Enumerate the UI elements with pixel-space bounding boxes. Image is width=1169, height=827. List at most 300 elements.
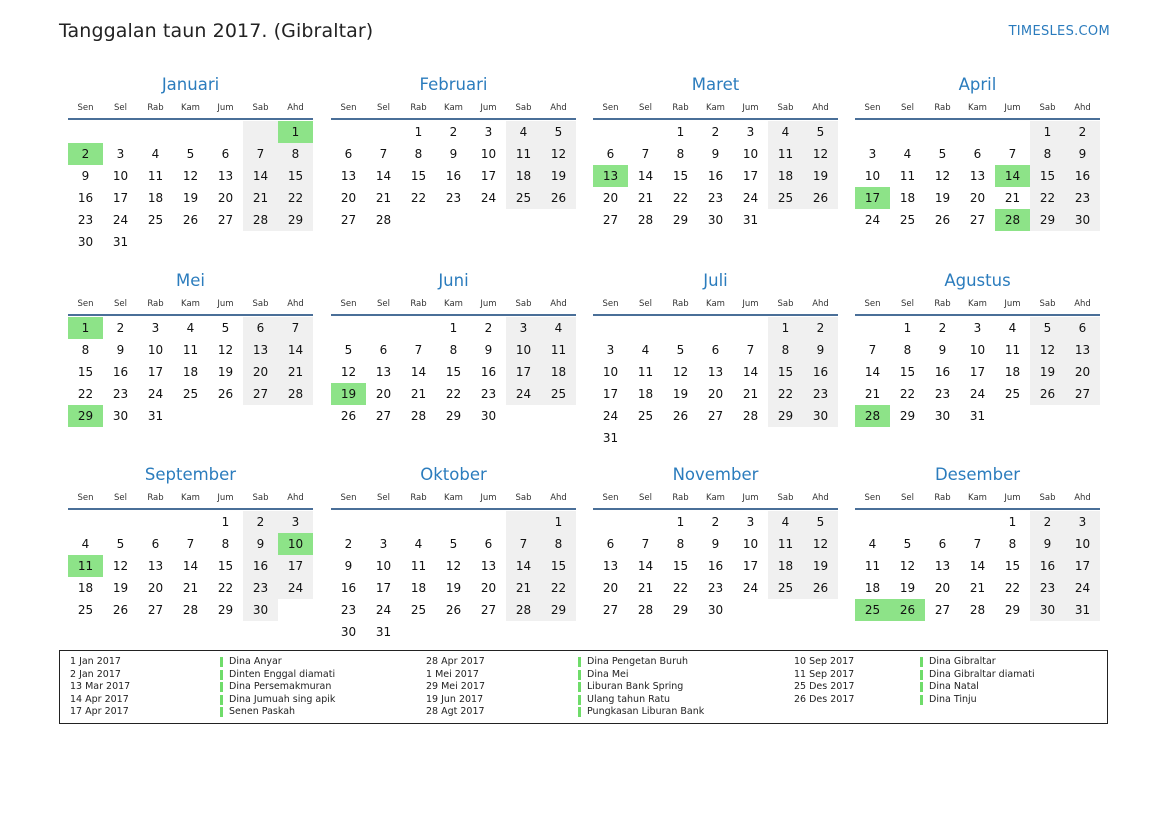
day-cell[interactable]: 7 (746, 343, 755, 357)
holiday-day-cell[interactable]: 26 (890, 599, 925, 621)
day-cell[interactable]: 31 (602, 431, 619, 445)
day-cell[interactable]: 7 (1008, 147, 1017, 161)
day-cell[interactable]: 26 (340, 409, 357, 423)
day-cell[interactable]: 2 (344, 537, 353, 551)
day-cell[interactable]: 26 (934, 213, 951, 227)
day-cell[interactable]: 18 (768, 165, 803, 187)
day-cell[interactable]: 23 (77, 213, 94, 227)
day-cell[interactable]: 7 (973, 537, 982, 551)
day-cell[interactable]: 15 (672, 169, 689, 183)
day-cell[interactable]: 27 (707, 409, 724, 423)
day-cell[interactable]: 10 (602, 365, 619, 379)
day-cell[interactable]: 7 (506, 533, 541, 555)
day-cell[interactable]: 29 (278, 209, 313, 231)
day-cell[interactable]: 8 (676, 537, 685, 551)
day-cell[interactable]: 12 (803, 143, 838, 165)
day-cell[interactable]: 5 (938, 147, 947, 161)
day-cell[interactable]: 11 (147, 169, 164, 183)
site-link[interactable]: TIMESLES.COM (1008, 24, 1110, 39)
day-cell[interactable]: 30 (1030, 599, 1065, 621)
day-cell[interactable]: 6 (484, 537, 493, 551)
day-cell[interactable]: 6 (344, 147, 353, 161)
day-cell[interactable]: 10 (742, 537, 759, 551)
day-cell[interactable]: 5 (541, 121, 576, 143)
day-cell[interactable]: 16 (243, 555, 278, 577)
day-cell[interactable]: 21 (864, 387, 881, 401)
day-cell[interactable]: 30 (243, 599, 278, 621)
day-cell[interactable]: 1 (414, 125, 423, 139)
holiday-day-cell[interactable]: 17 (855, 187, 890, 209)
day-cell[interactable]: 22 (672, 191, 689, 205)
day-cell[interactable]: 4 (868, 537, 877, 551)
day-cell[interactable]: 7 (641, 147, 650, 161)
day-cell[interactable]: 26 (445, 603, 462, 617)
day-cell[interactable]: 22 (899, 387, 916, 401)
day-cell[interactable]: 17 (742, 559, 759, 573)
day-cell[interactable]: 23 (707, 191, 724, 205)
day-cell[interactable]: 26 (1030, 383, 1065, 405)
day-cell[interactable]: 11 (768, 533, 803, 555)
day-cell[interactable]: 11 (182, 343, 199, 357)
day-cell[interactable]: 5 (1030, 317, 1065, 339)
day-cell[interactable]: 14 (637, 559, 654, 573)
day-cell[interactable]: 10 (375, 559, 392, 573)
day-cell[interactable]: 20 (375, 387, 392, 401)
day-cell[interactable]: 17 (375, 581, 392, 595)
day-cell[interactable]: 26 (803, 577, 838, 599)
day-cell[interactable]: 30 (707, 603, 724, 617)
day-cell[interactable]: 5 (186, 147, 195, 161)
day-cell[interactable]: 17 (1065, 555, 1100, 577)
day-cell[interactable]: 12 (445, 559, 462, 573)
day-cell[interactable]: 14 (375, 169, 392, 183)
day-cell[interactable]: 25 (637, 409, 654, 423)
day-cell[interactable]: 28 (243, 209, 278, 231)
day-cell[interactable]: 24 (147, 387, 164, 401)
day-cell[interactable]: 2 (711, 515, 720, 529)
day-cell[interactable]: 29 (672, 213, 689, 227)
day-cell[interactable]: 10 (506, 339, 541, 361)
day-cell[interactable]: 23 (243, 577, 278, 599)
day-cell[interactable]: 30 (77, 235, 94, 249)
day-cell[interactable]: 7 (641, 537, 650, 551)
day-cell[interactable]: 24 (506, 383, 541, 405)
day-cell[interactable]: 25 (77, 603, 94, 617)
day-cell[interactable]: 8 (1008, 537, 1017, 551)
day-cell[interactable]: 17 (112, 191, 129, 205)
day-cell[interactable]: 24 (375, 603, 392, 617)
day-cell[interactable]: 24 (602, 409, 619, 423)
day-cell[interactable]: 22 (445, 387, 462, 401)
day-cell[interactable]: 19 (112, 581, 129, 595)
day-cell[interactable]: 2 (449, 125, 458, 139)
day-cell[interactable]: 6 (379, 343, 388, 357)
day-cell[interactable]: 13 (340, 169, 357, 183)
day-cell[interactable]: 22 (672, 581, 689, 595)
day-cell[interactable]: 29 (768, 405, 803, 427)
day-cell[interactable]: 19 (803, 555, 838, 577)
day-cell[interactable]: 9 (243, 533, 278, 555)
day-cell[interactable]: 10 (969, 343, 986, 357)
day-cell[interactable]: 18 (410, 581, 427, 595)
day-cell[interactable]: 4 (768, 121, 803, 143)
day-cell[interactable]: 15 (541, 555, 576, 577)
day-cell[interactable]: 27 (340, 213, 357, 227)
day-cell[interactable]: 3 (151, 321, 160, 335)
day-cell[interactable]: 23 (1030, 577, 1065, 599)
day-cell[interactable]: 13 (934, 559, 951, 573)
day-cell[interactable]: 29 (541, 599, 576, 621)
day-cell[interactable]: 7 (186, 537, 195, 551)
day-cell[interactable]: 10 (480, 147, 497, 161)
day-cell[interactable]: 5 (676, 343, 685, 357)
day-cell[interactable]: 24 (864, 213, 881, 227)
day-cell[interactable]: 24 (1065, 577, 1100, 599)
day-cell[interactable]: 25 (182, 387, 199, 401)
day-cell[interactable]: 4 (151, 147, 160, 161)
day-cell[interactable]: 5 (221, 321, 230, 335)
day-cell[interactable]: 25 (768, 187, 803, 209)
day-cell[interactable]: 4 (903, 147, 912, 161)
day-cell[interactable]: 6 (151, 537, 160, 551)
day-cell[interactable]: 23 (340, 603, 357, 617)
day-cell[interactable]: 27 (480, 603, 497, 617)
day-cell[interactable]: 13 (707, 365, 724, 379)
day-cell[interactable]: 15 (410, 169, 427, 183)
day-cell[interactable]: 28 (410, 409, 427, 423)
day-cell[interactable]: 14 (243, 165, 278, 187)
day-cell[interactable]: 23 (1065, 187, 1100, 209)
day-cell[interactable]: 12 (217, 343, 234, 357)
day-cell[interactable]: 4 (541, 317, 576, 339)
day-cell[interactable]: 23 (803, 383, 838, 405)
holiday-day-cell[interactable]: 29 (68, 405, 103, 427)
day-cell[interactable]: 30 (480, 409, 497, 423)
day-cell[interactable]: 21 (375, 191, 392, 205)
day-cell[interactable]: 4 (81, 537, 90, 551)
day-cell[interactable]: 8 (903, 343, 912, 357)
day-cell[interactable]: 22 (217, 581, 234, 595)
day-cell[interactable]: 5 (449, 537, 458, 551)
day-cell[interactable]: 9 (938, 343, 947, 357)
day-cell[interactable]: 17 (480, 169, 497, 183)
day-cell[interactable]: 24 (969, 387, 986, 401)
day-cell[interactable]: 21 (969, 581, 986, 595)
day-cell[interactable]: 20 (1065, 361, 1100, 383)
day-cell[interactable]: 4 (414, 537, 423, 551)
day-cell[interactable]: 8 (768, 339, 803, 361)
day-cell[interactable]: 6 (221, 147, 230, 161)
day-cell[interactable]: 15 (445, 365, 462, 379)
day-cell[interactable]: 27 (243, 383, 278, 405)
day-cell[interactable]: 9 (803, 339, 838, 361)
day-cell[interactable]: 25 (768, 577, 803, 599)
holiday-day-cell[interactable]: 14 (995, 165, 1030, 187)
day-cell[interactable]: 28 (278, 383, 313, 405)
day-cell[interactable]: 28 (375, 213, 392, 227)
day-cell[interactable]: 14 (637, 169, 654, 183)
holiday-day-cell[interactable]: 28 (995, 209, 1030, 231)
day-cell[interactable]: 23 (480, 387, 497, 401)
day-cell[interactable]: 7 (243, 143, 278, 165)
day-cell[interactable]: 13 (480, 559, 497, 573)
day-cell[interactable]: 27 (217, 213, 234, 227)
day-cell[interactable]: 19 (182, 191, 199, 205)
day-cell[interactable]: 14 (742, 365, 759, 379)
day-cell[interactable]: 20 (340, 191, 357, 205)
day-cell[interactable]: 20 (217, 191, 234, 205)
day-cell[interactable]: 18 (637, 387, 654, 401)
day-cell[interactable]: 15 (278, 165, 313, 187)
day-cell[interactable]: 7 (414, 343, 423, 357)
day-cell[interactable]: 6 (243, 317, 278, 339)
holiday-day-cell[interactable]: 10 (278, 533, 313, 555)
day-cell[interactable]: 8 (449, 343, 458, 357)
day-cell[interactable]: 2 (803, 317, 838, 339)
day-cell[interactable]: 22 (541, 577, 576, 599)
day-cell[interactable]: 26 (672, 409, 689, 423)
day-cell[interactable]: 3 (1065, 511, 1100, 533)
day-cell[interactable]: 16 (707, 559, 724, 573)
day-cell[interactable]: 9 (81, 169, 90, 183)
day-cell[interactable]: 14 (278, 339, 313, 361)
day-cell[interactable]: 21 (278, 361, 313, 383)
day-cell[interactable]: 6 (938, 537, 947, 551)
day-cell[interactable]: 28 (637, 213, 654, 227)
day-cell[interactable]: 12 (672, 365, 689, 379)
day-cell[interactable]: 16 (1030, 555, 1065, 577)
day-cell[interactable]: 17 (278, 555, 313, 577)
day-cell[interactable]: 1 (221, 515, 230, 529)
holiday-day-cell[interactable]: 19 (331, 383, 366, 405)
day-cell[interactable]: 3 (484, 125, 493, 139)
day-cell[interactable]: 6 (973, 147, 982, 161)
day-cell[interactable]: 1 (676, 515, 685, 529)
day-cell[interactable]: 20 (243, 361, 278, 383)
day-cell[interactable]: 14 (506, 555, 541, 577)
day-cell[interactable]: 29 (217, 603, 234, 617)
day-cell[interactable]: 28 (182, 603, 199, 617)
day-cell[interactable]: 3 (606, 343, 615, 357)
day-cell[interactable]: 21 (637, 581, 654, 595)
day-cell[interactable]: 11 (1004, 343, 1021, 357)
day-cell[interactable]: 2 (711, 125, 720, 139)
day-cell[interactable]: 4 (186, 321, 195, 335)
day-cell[interactable]: 11 (864, 559, 881, 573)
day-cell[interactable]: 12 (803, 533, 838, 555)
day-cell[interactable]: 20 (602, 581, 619, 595)
day-cell[interactable]: 31 (969, 409, 986, 423)
day-cell[interactable]: 13 (969, 169, 986, 183)
holiday-day-cell[interactable]: 1 (278, 121, 313, 143)
day-cell[interactable]: 5 (803, 121, 838, 143)
day-cell[interactable]: 25 (147, 213, 164, 227)
day-cell[interactable]: 2 (116, 321, 125, 335)
day-cell[interactable]: 25 (899, 213, 916, 227)
day-cell[interactable]: 2 (243, 511, 278, 533)
day-cell[interactable]: 12 (1030, 339, 1065, 361)
day-cell[interactable]: 3 (506, 317, 541, 339)
day-cell[interactable]: 19 (217, 365, 234, 379)
day-cell[interactable]: 8 (414, 147, 423, 161)
day-cell[interactable]: 16 (340, 581, 357, 595)
day-cell[interactable]: 26 (182, 213, 199, 227)
day-cell[interactable]: 15 (1004, 559, 1021, 573)
day-cell[interactable]: 4 (768, 511, 803, 533)
day-cell[interactable]: 2 (1030, 511, 1065, 533)
day-cell[interactable]: 16 (803, 361, 838, 383)
day-cell[interactable]: 25 (410, 603, 427, 617)
day-cell[interactable]: 16 (934, 365, 951, 379)
day-cell[interactable]: 29 (1004, 603, 1021, 617)
day-cell[interactable]: 4 (506, 121, 541, 143)
day-cell[interactable]: 23 (445, 191, 462, 205)
day-cell[interactable]: 9 (711, 147, 720, 161)
day-cell[interactable]: 12 (182, 169, 199, 183)
day-cell[interactable]: 17 (506, 361, 541, 383)
day-cell[interactable]: 18 (182, 365, 199, 379)
day-cell[interactable]: 13 (147, 559, 164, 573)
day-cell[interactable]: 19 (803, 165, 838, 187)
day-cell[interactable]: 15 (1030, 165, 1065, 187)
day-cell[interactable]: 13 (602, 559, 619, 573)
day-cell[interactable]: 17 (742, 169, 759, 183)
day-cell[interactable]: 5 (344, 343, 353, 357)
day-cell[interactable]: 21 (182, 581, 199, 595)
day-cell[interactable]: 31 (1065, 599, 1100, 621)
day-cell[interactable]: 31 (742, 213, 759, 227)
day-cell[interactable]: 2 (1065, 121, 1100, 143)
day-cell[interactable]: 30 (934, 409, 951, 423)
day-cell[interactable]: 5 (903, 537, 912, 551)
day-cell[interactable]: 26 (803, 187, 838, 209)
day-cell[interactable]: 4 (641, 343, 650, 357)
day-cell[interactable]: 19 (672, 387, 689, 401)
day-cell[interactable]: 6 (711, 343, 720, 357)
day-cell[interactable]: 21 (1004, 191, 1021, 205)
day-cell[interactable]: 21 (243, 187, 278, 209)
day-cell[interactable]: 24 (742, 191, 759, 205)
day-cell[interactable]: 9 (484, 343, 493, 357)
day-cell[interactable]: 16 (480, 365, 497, 379)
day-cell[interactable]: 9 (1030, 533, 1065, 555)
day-cell[interactable]: 1 (903, 321, 912, 335)
day-cell[interactable]: 15 (217, 559, 234, 573)
day-cell[interactable]: 31 (147, 409, 164, 423)
holiday-day-cell[interactable]: 1 (68, 317, 103, 339)
day-cell[interactable]: 1 (1008, 515, 1017, 529)
day-cell[interactable]: 24 (278, 577, 313, 599)
day-cell[interactable]: 27 (1065, 383, 1100, 405)
day-cell[interactable]: 20 (707, 387, 724, 401)
day-cell[interactable]: 24 (480, 191, 497, 205)
day-cell[interactable]: 16 (1065, 165, 1100, 187)
day-cell[interactable]: 7 (868, 343, 877, 357)
day-cell[interactable]: 1 (449, 321, 458, 335)
day-cell[interactable]: 26 (217, 387, 234, 401)
day-cell[interactable]: 18 (864, 581, 881, 595)
day-cell[interactable]: 29 (899, 409, 916, 423)
day-cell[interactable]: 18 (768, 555, 803, 577)
day-cell[interactable]: 26 (112, 603, 129, 617)
day-cell[interactable]: 12 (899, 559, 916, 573)
day-cell[interactable]: 3 (868, 147, 877, 161)
day-cell[interactable]: 25 (541, 383, 576, 405)
day-cell[interactable]: 28 (742, 409, 759, 423)
day-cell[interactable]: 27 (602, 603, 619, 617)
day-cell[interactable]: 19 (1030, 361, 1065, 383)
day-cell[interactable]: 25 (1004, 387, 1021, 401)
day-cell[interactable]: 30 (340, 625, 357, 639)
holiday-day-cell[interactable]: 13 (593, 165, 628, 187)
day-cell[interactable]: 30 (707, 213, 724, 227)
day-cell[interactable]: 19 (541, 165, 576, 187)
day-cell[interactable]: 22 (77, 387, 94, 401)
day-cell[interactable]: 27 (934, 603, 951, 617)
day-cell[interactable]: 9 (344, 559, 353, 573)
day-cell[interactable]: 16 (445, 169, 462, 183)
day-cell[interactable]: 27 (602, 213, 619, 227)
day-cell[interactable]: 16 (707, 169, 724, 183)
day-cell[interactable]: 20 (934, 581, 951, 595)
day-cell[interactable]: 12 (340, 365, 357, 379)
day-cell[interactable]: 3 (379, 537, 388, 551)
day-cell[interactable]: 21 (410, 387, 427, 401)
day-cell[interactable]: 31 (112, 235, 129, 249)
day-cell[interactable]: 27 (147, 603, 164, 617)
day-cell[interactable]: 8 (1030, 143, 1065, 165)
day-cell[interactable]: 6 (1065, 317, 1100, 339)
day-cell[interactable]: 16 (77, 191, 94, 205)
day-cell[interactable]: 7 (278, 317, 313, 339)
day-cell[interactable]: 15 (77, 365, 94, 379)
day-cell[interactable]: 8 (278, 143, 313, 165)
day-cell[interactable]: 15 (899, 365, 916, 379)
day-cell[interactable]: 29 (672, 603, 689, 617)
day-cell[interactable]: 18 (506, 165, 541, 187)
day-cell[interactable]: 10 (1065, 533, 1100, 555)
day-cell[interactable]: 28 (506, 599, 541, 621)
day-cell[interactable]: 30 (1065, 209, 1100, 231)
day-cell[interactable]: 19 (445, 581, 462, 595)
day-cell[interactable]: 13 (1065, 339, 1100, 361)
day-cell[interactable]: 18 (147, 191, 164, 205)
day-cell[interactable]: 11 (637, 365, 654, 379)
day-cell[interactable]: 8 (81, 343, 90, 357)
day-cell[interactable]: 3 (278, 511, 313, 533)
day-cell[interactable]: 20 (480, 581, 497, 595)
day-cell[interactable]: 28 (969, 603, 986, 617)
day-cell[interactable]: 10 (864, 169, 881, 183)
day-cell[interactable]: 30 (803, 405, 838, 427)
holiday-day-cell[interactable]: 11 (68, 555, 103, 577)
day-cell[interactable]: 12 (112, 559, 129, 573)
day-cell[interactable]: 21 (506, 577, 541, 599)
day-cell[interactable]: 19 (934, 191, 951, 205)
day-cell[interactable]: 12 (934, 169, 951, 183)
day-cell[interactable]: 27 (375, 409, 392, 423)
day-cell[interactable]: 29 (445, 409, 462, 423)
day-cell[interactable]: 4 (1008, 321, 1017, 335)
day-cell[interactable]: 6 (606, 147, 615, 161)
day-cell[interactable]: 24 (742, 581, 759, 595)
day-cell[interactable]: 23 (934, 387, 951, 401)
day-cell[interactable]: 11 (410, 559, 427, 573)
day-cell[interactable]: 22 (278, 187, 313, 209)
day-cell[interactable]: 18 (899, 191, 916, 205)
day-cell[interactable]: 9 (449, 147, 458, 161)
day-cell[interactable]: 13 (217, 169, 234, 183)
